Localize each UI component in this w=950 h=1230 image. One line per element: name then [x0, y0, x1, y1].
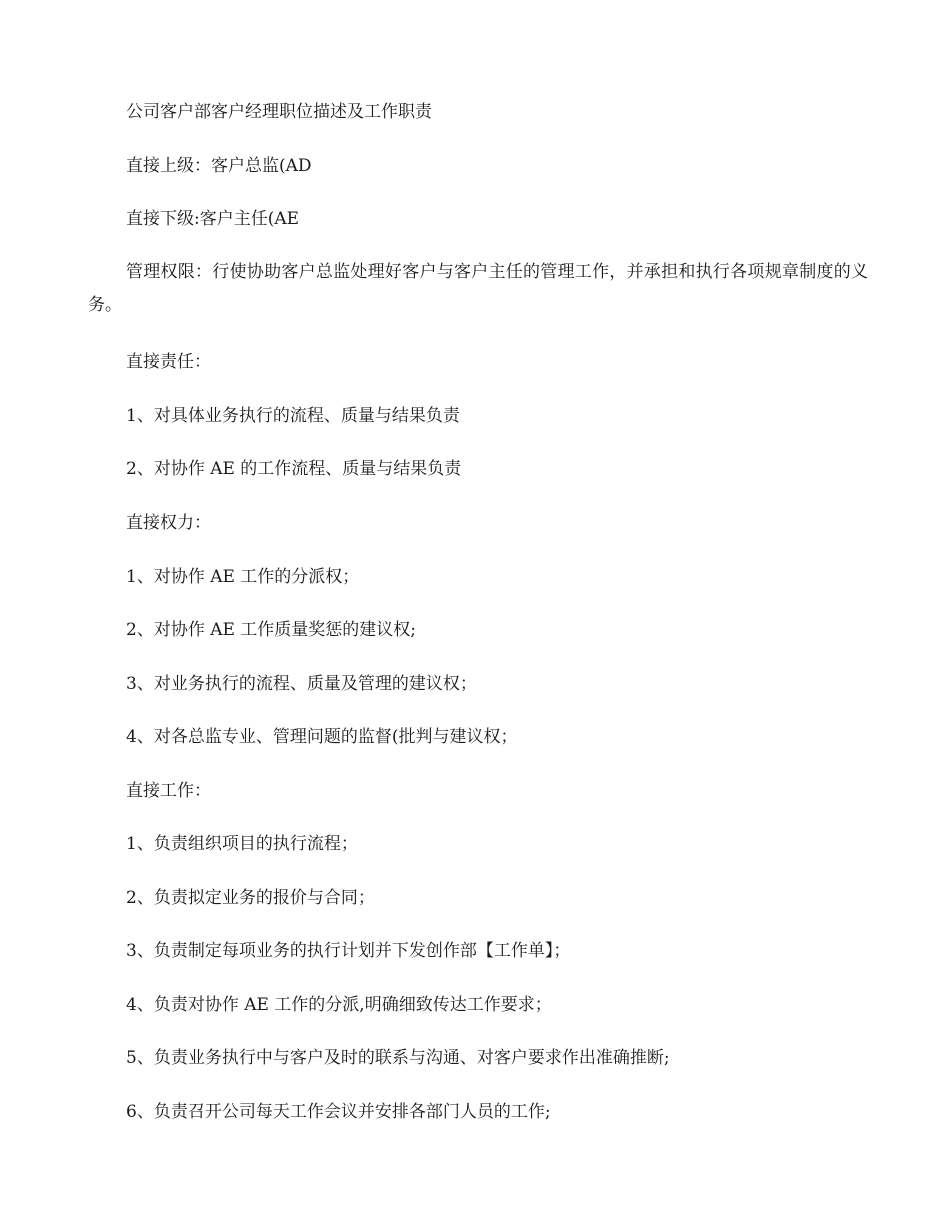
responsibility-item: 2、对协作 AE 的工作流程、质量与结果负责 [126, 459, 462, 479]
rights-item: 1、对协作 AE 工作的分派权； [126, 567, 360, 587]
rights-heading: 直接权力： [126, 513, 211, 533]
work-item: 5、负责业务执行中与客户及时的联系与沟通、对客户要求作出准确推断; [126, 1048, 670, 1068]
responsibility-heading: 直接责任： [126, 352, 211, 372]
work-item: 1、负责组织项目的执行流程； [126, 834, 358, 854]
document-title: 公司客户部客户经理职位描述及工作职责 [126, 102, 432, 122]
responsibility-item: 1、对具体业务执行的流程、质量与结果负责 [126, 406, 460, 426]
rights-item: 4、对各总监专业、管理问题的监督(批判与建议权； [126, 727, 518, 747]
authority-paragraph: 管理权限：行使协助客户总监处理好客户与客户主任的管理工作，并承担和执行各项规章制度的义务。 [88, 262, 868, 315]
work-heading: 直接工作： [126, 781, 211, 801]
work-item: 3、负责制定每项业务的执行计划并下发创作部【工作单】； [126, 941, 571, 961]
work-item: 2、负责拟定业务的报价与合同； [126, 888, 375, 908]
work-item: 6、负责召开公司每天工作会议并安排各部门人员的工作; [126, 1102, 551, 1122]
superior-line: 直接上级：客户总监(AD [126, 156, 312, 176]
rights-item: 2、对协作 AE 工作质量奖惩的建议权; [126, 620, 417, 640]
subordinate-line: 直接下级:客户主任(AE [126, 209, 300, 229]
work-item: 4、负责对协作 AE 工作的分派,明确细致传达工作要求； [126, 995, 552, 1015]
rights-item: 3、对业务执行的流程、质量及管理的建议权； [126, 674, 477, 694]
